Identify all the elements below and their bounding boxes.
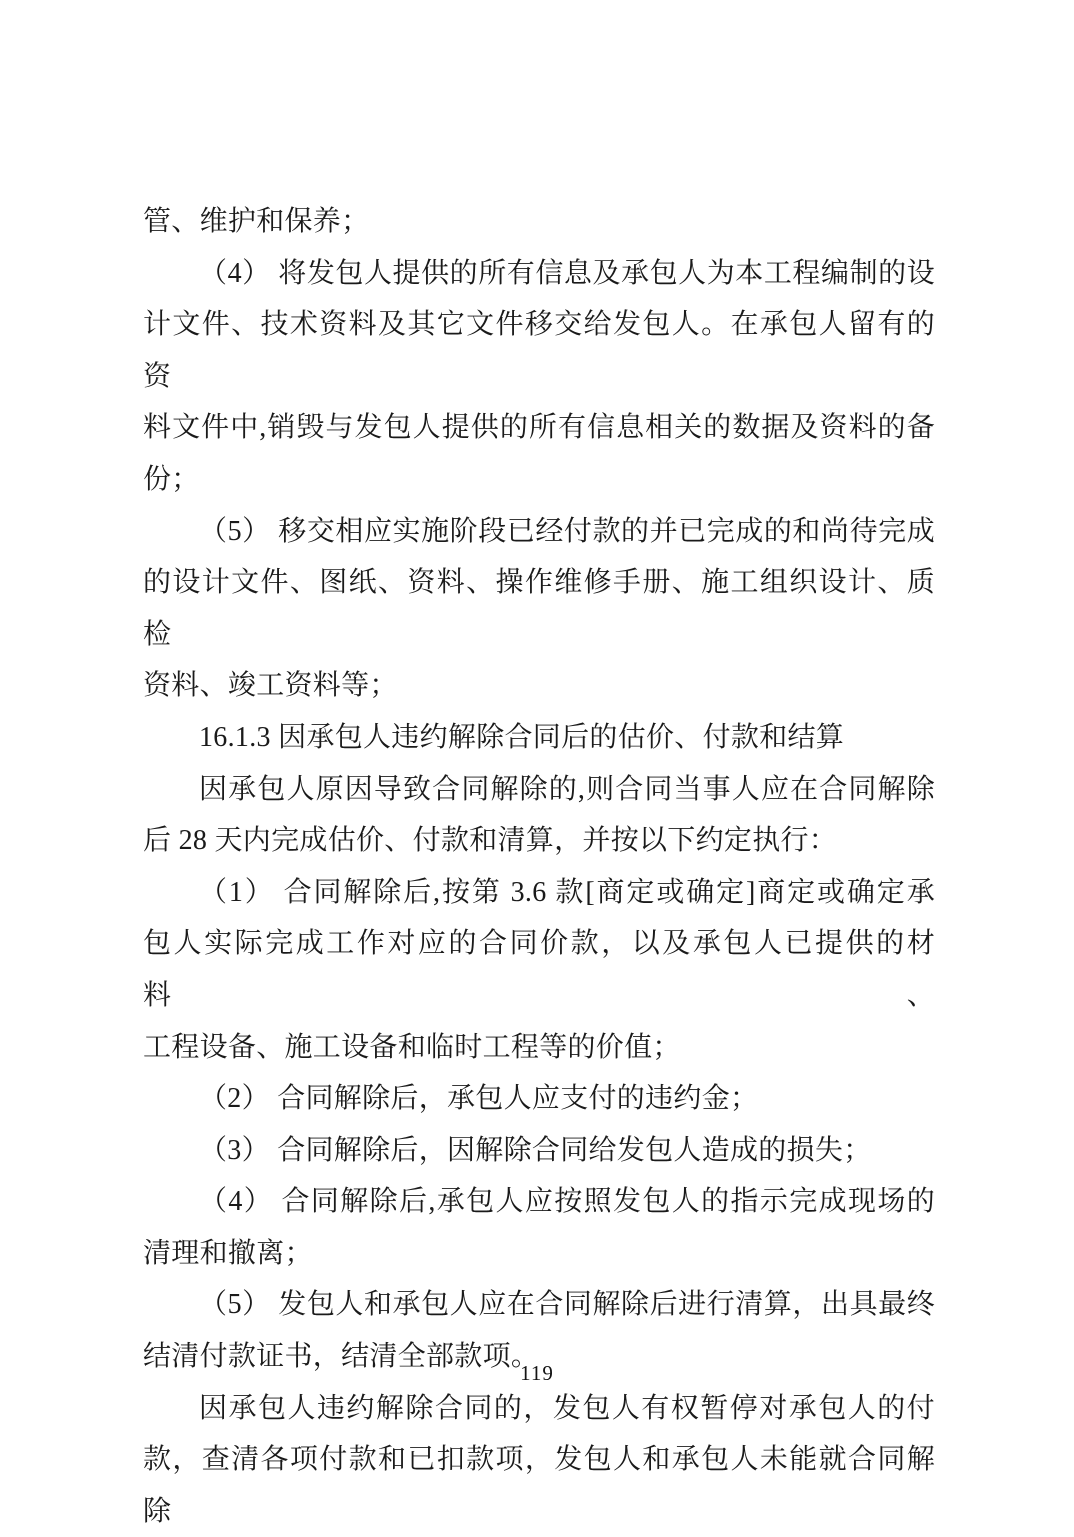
- text-line: （2） 合同解除后，承包人应支付的违约金；: [199, 1083, 759, 1115]
- text-line: （4） 将发包人提供的所有信息及承包人为本工程编制的设: [199, 257, 935, 289]
- document-text-block: [143, 196, 935, 1537]
- text-line: 份；: [143, 463, 200, 495]
- text-line: （5） 发包人和承包人应在合同解除后进行清算，出具最终: [199, 1289, 935, 1321]
- page-number: 119: [520, 1361, 554, 1385]
- text-line: （1） 合同解除后,按第 3.6 款[商定或确定]商定或确定承: [199, 876, 935, 908]
- text-line: 16.1.3 因承包人违约解除合同后的估价、付款和结算: [199, 721, 845, 753]
- text-line: 资料、竣工资料等；: [143, 670, 398, 702]
- text-line: 的设计文件、图纸、资料、操作维修手册、施工组织设计、质检: [143, 567, 935, 650]
- text-line: 清理和撤离；: [143, 1237, 313, 1269]
- text-line: 工程设备、施工设备和临时工程等的价值；: [143, 1031, 681, 1063]
- text-line: 计文件、技术资料及其它文件移交给发包人。在承包人留有的资: [143, 309, 935, 392]
- text-line: （5） 移交相应实施阶段已经付款的并已完成的和尚待完成: [199, 515, 935, 547]
- text-line: 因承包人违约解除合同的，发包人有权暂停对承包人的付: [199, 1392, 935, 1424]
- text-line: 款，查清各项付款和已扣款项，发包人和承包人未能就合同解除: [143, 1444, 935, 1527]
- text-line: （4） 合同解除后,承包人应按照发包人的指示完成现场的: [199, 1186, 935, 1218]
- text-line: 因承包人原因导致合同解除的,则合同当事人应在合同解除: [199, 773, 935, 805]
- text-line: 料文件中,销毁与发包人提供的所有信息相关的数据及资料的备: [143, 412, 935, 444]
- text-line: 管、维护和保养；: [143, 206, 370, 237]
- text-line: （3） 合同解除后，因解除合同给发包人造成的损失；: [199, 1134, 872, 1166]
- text-line: 后 28 天内完成估价、付款和清算，并按以下约定执行：: [143, 825, 838, 857]
- text-line: 包人实际完成工作对应的合同价款，以及承包人已提供的材料、: [143, 928, 935, 1011]
- text-line: 结清付款证书，结清全部款项。: [143, 1341, 540, 1373]
